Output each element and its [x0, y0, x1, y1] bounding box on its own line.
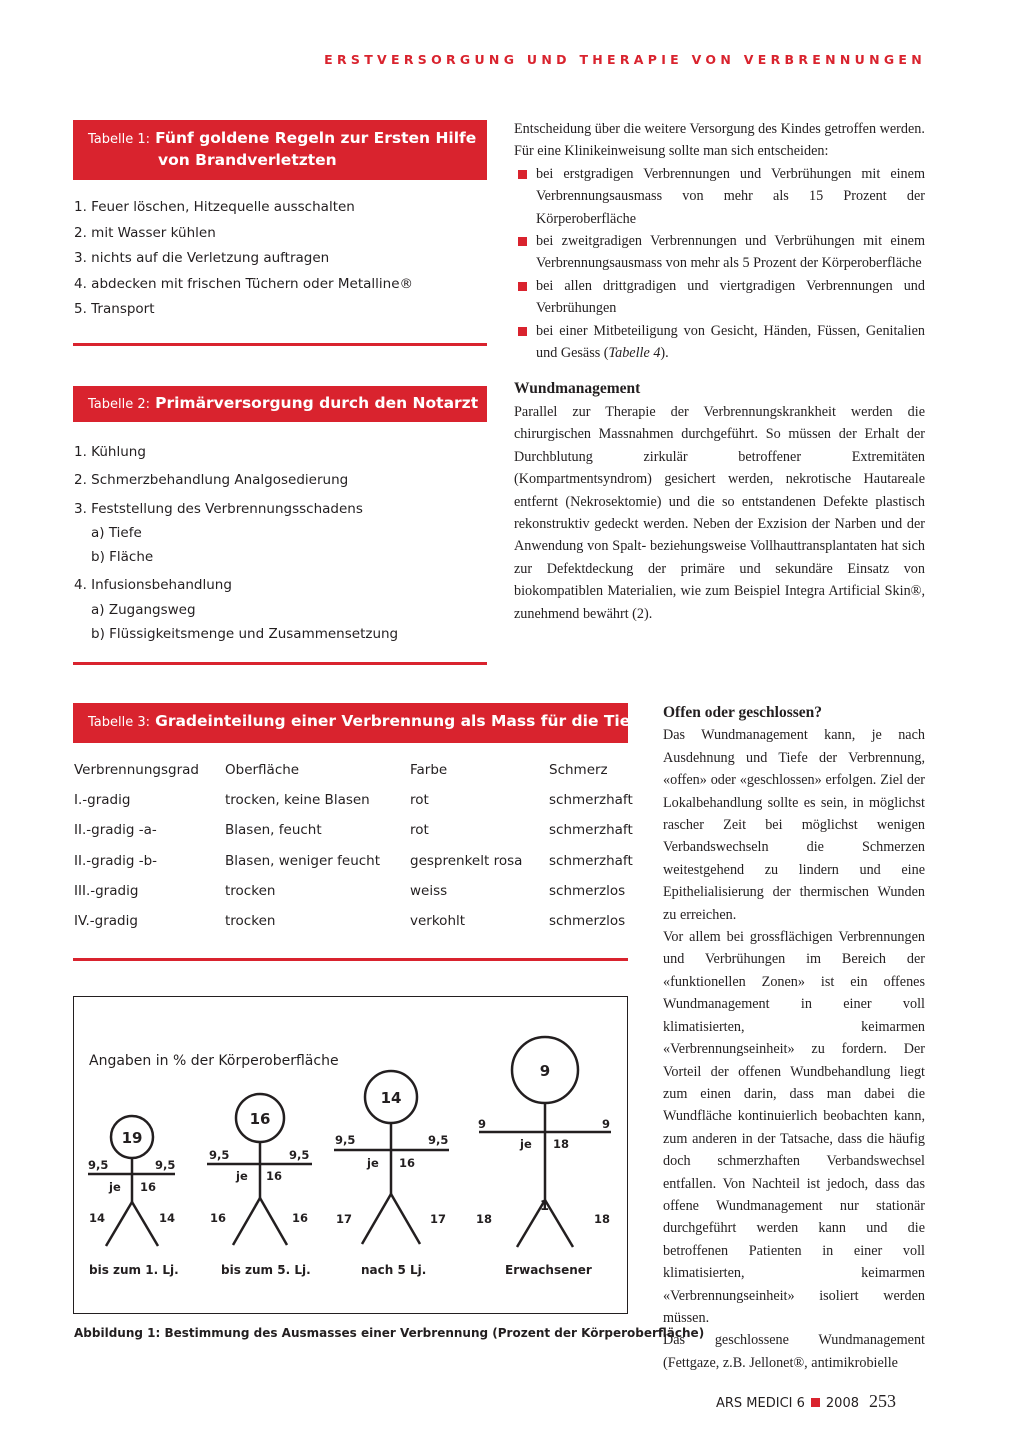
table-cell: verkohlt [410, 913, 466, 929]
fig3-arm-left: 9,5 [335, 1133, 356, 1147]
fig4-leg-left: 18 [476, 1212, 493, 1226]
table-cell: schmerzhaft [549, 792, 633, 808]
table2-prefix: Tabelle 2: [88, 397, 151, 412]
table1-prefix: Tabelle 1: [88, 132, 151, 147]
body-surface-diagram [74, 997, 627, 1313]
fig3-leg-right: 17 [430, 1212, 447, 1226]
fig2-trunk: 16 [266, 1169, 283, 1183]
table1-title-line2: von Brandverletzten [158, 151, 337, 169]
fig2-arm-left: 9,5 [209, 1148, 230, 1162]
table3-col-header: Verbrennungsgrad [74, 762, 199, 778]
table-cell: weiss [410, 883, 448, 899]
section-heading-wundmanagement: Wundmanagement [514, 380, 641, 398]
fig3-leg-left: 17 [336, 1212, 353, 1226]
running-head: ERSTVERSORGUNG UND THERAPIE VON VERBRENNUNGEN [324, 52, 926, 67]
bullet-text: bei allen drittgradigen und viertgradigen Verbrennungen und Verbrühungen [536, 277, 925, 317]
fig4-trunk: 18 [553, 1137, 570, 1151]
table-cell: Blasen, feucht [225, 822, 322, 838]
fig1-je: je [109, 1180, 121, 1194]
fig4-head-value: 9 [539, 1062, 551, 1080]
bullet-item [514, 275, 925, 320]
fig4-je: je [520, 1137, 532, 1151]
fig4-genital: 1 [540, 1199, 550, 1214]
bullet-item [514, 230, 925, 275]
table-cell: II.-gradig -b- [74, 853, 158, 869]
footer-square-icon [811, 1398, 820, 1407]
table-reference: Tabelle 4 [608, 345, 661, 362]
table2-header [73, 386, 487, 422]
fig2-je: je [236, 1169, 248, 1183]
table3-col-header: Schmerz [549, 762, 608, 778]
paragraph: Parallel zur Therapie der Verbrennungskrankheit werden die chirurgischen Massnahmen durchgeführt. So müssen der Erhalt der Durchblutung zirkulär betroffener Extremitäten (Kompartmentsyndrom) gesichert werden, nekrotische Hautareale entfernt (Nekrosektomie) und die so entstandenen Defekte plastisch rekonstruktiv gedeckt werden. Neben der Exzision der Narben und der Anwendung von Spalt- beziehungsweise Vollhauttransplantaten hat sich zur Defektdeckung der primäre und sekundäre Einsatz von biokompatiblen Materialien, wie zum Beispiel Integra Artificial Skin®, zunehmend bewährt (2). [514, 403, 925, 622]
fig2-head-value: 16 [249, 1110, 271, 1128]
table-cell: III.-gradig [74, 883, 139, 899]
fig2-arm-right: 9,5 [289, 1148, 310, 1162]
paragraph: Für eine Klinikeinweisung sollte man sich entscheiden: [514, 143, 829, 160]
fig1-label: bis zum 1. Lj. [89, 1263, 179, 1277]
table1-title-line1: Fünf goldene Regeln zur Ersten Hilfe [155, 129, 477, 147]
page-footer [716, 1391, 896, 1412]
bullet-text-end: ). [660, 345, 669, 362]
fig3-label: nach 5 Lj. [361, 1263, 427, 1277]
table2-item: 2. Schmerzbehandlung Analgosedierung [74, 472, 349, 489]
table1-item: 4. abdecken mit frischen Tüchern oder Metalline® [74, 275, 414, 292]
fig3-trunk: 16 [399, 1156, 416, 1170]
bullet-square-icon [518, 282, 527, 291]
paragraph: Entscheidung über die weitere Versorgung des Kindes getroffen werden. [514, 121, 925, 137]
table-cell: rot [410, 822, 429, 838]
table-cell: trocken, keine Blasen [225, 792, 370, 808]
table2-item: 4. Infusionsbehandlung [74, 577, 232, 594]
bullet-text: bei zweitgradigen Verbrennungen und Verbrühungen mit einem Verbrennungsausmass von mehr als 5 Prozent der Körperoberfläche [536, 233, 925, 272]
table2-list [74, 440, 398, 646]
table-row [74, 883, 629, 907]
fig4-arm-left: 9 [478, 1117, 487, 1131]
figure-1 [73, 996, 628, 1314]
fig1-head-value: 19 [121, 1129, 143, 1147]
fig3-arm-right: 9,5 [428, 1133, 449, 1147]
table-cell: gesprenkelt rosa [410, 853, 523, 869]
table1-list [74, 195, 413, 323]
table-cell: rot [410, 792, 429, 808]
table-cell: trocken [225, 913, 276, 929]
table1-item: 2. mit Wasser kühlen [74, 224, 216, 241]
fig3-je: je [367, 1156, 379, 1170]
table1-header [73, 120, 487, 180]
journal-year: 2008 [825, 1396, 859, 1411]
table-cell: Blasen, weniger feucht [225, 853, 381, 869]
paragraph: Das geschlossene Wundmanagement (Fettgaze, z.B. Jellonet®, antimikrobielle [663, 1332, 925, 1371]
table3-header-row [74, 762, 629, 786]
page-number: 253 [869, 1391, 896, 1411]
table2-subitem: a) Tiefe [91, 524, 142, 541]
fig1-leg-right: 14 [159, 1211, 176, 1225]
table2-subitem: a) Zugangsweg [91, 601, 196, 618]
table3-rule [73, 958, 628, 961]
table2-item: 3. Feststellung des Verbrennungsschadens [74, 500, 363, 517]
table-row [74, 853, 633, 877]
table3-col-header: Farbe [410, 762, 448, 778]
bullet-square-icon [518, 237, 527, 246]
bullet-square-icon [518, 327, 527, 336]
table2-subitem: b) Flüssigkeitsmenge und Zusammensetzung [91, 626, 399, 643]
table-cell: IV.-gradig [74, 913, 138, 929]
table-row [74, 822, 633, 846]
journal-name: ARS MEDICI 6 [716, 1396, 805, 1411]
table-cell: II.-gradig -a- [74, 822, 157, 838]
table-cell: schmerzlos [549, 883, 626, 899]
table-row [74, 913, 629, 937]
table-row [74, 792, 633, 816]
paragraph: Das Wundmanagement kann, je nach Ausdehnung und Tiefe der Verbrennung, «offen» oder «geschlossen» erfolgen. Ziel der Lokalbehandlung sollte es sein, in möglichst rascher Zeit bei möglichst wenigen Verbandswechseln die Schmerzen weitestgehend zu lindern und eine Epithelialisierung der thermischen Wunden zu erreichen. [663, 727, 925, 923]
paragraph: Vor allem bei grossflächigen Verbrennungen und Verbrühungen im Bereich der «funktionellen Zonen» ist ein offenes Wundmanagement in einer voll klimatisierten, keimarmen «Verbrennungseinheit» zu fordern. Der Vorteil der offenen Wundbehandlung liegt zum einen darin, dass man dabei die Wundfläche kontinuierlich beobachten kann, zum anderen in der Tatsache, dass die häufig doch schmerzhaften Verbandswechsel entfallen. Von Nachteil ist jedoch, dass das offene Wundmanagement nur stationär durchgeführt werden kann und die betroffenen Patienten in einer voll klimatisierten, keimarmen «Verbrennungseinheit» isoliert werden müssen. [663, 929, 925, 1326]
fig1-trunk: 16 [140, 1180, 157, 1194]
fig1-arm-left: 9,5 [88, 1158, 109, 1172]
section-heading-offen: Offen oder geschlossen? [663, 704, 823, 721]
fig4-label: Erwachsener [505, 1263, 592, 1277]
bullet-square-icon [518, 170, 527, 179]
fig4-leg-right: 18 [594, 1212, 611, 1226]
fig2-label: bis zum 5. Lj. [221, 1263, 311, 1277]
fig3-head-value: 14 [380, 1089, 402, 1107]
table2-title: Primärversorgung durch den Notarzt [155, 394, 479, 412]
table3-title: Gradeinteilung einer Verbrennung als Mass für die Tiefe [155, 712, 648, 730]
table3-prefix: Tabelle 3: [88, 715, 151, 730]
table-cell: I.-gradig [74, 792, 131, 808]
table-cell: trocken [225, 883, 276, 899]
table1-rule [73, 343, 487, 346]
table-cell: schmerzhaft [549, 853, 633, 869]
table1-item: 5. Transport [74, 301, 155, 317]
fig2-leg-right: 16 [292, 1211, 309, 1225]
table-cell: schmerzhaft [549, 822, 633, 838]
table2-rule [73, 662, 487, 665]
figure-caption: Abbildung 1: Bestimmung des Ausmasses einer Verbrennung (Prozent der Körperoberfläche) [74, 1326, 705, 1340]
table3-col-header: Oberfläche [225, 762, 300, 778]
bullet-text: bei einer Mitbeteiligung von Gesicht, Händen, Füssen, Genitalien und Gesäss ( [536, 322, 925, 362]
table3-header [73, 703, 648, 743]
narrow-column [663, 702, 925, 1374]
table1-item: 1. Feuer löschen, Hitzequelle ausschalten [74, 199, 355, 215]
fig4-arm-right: 9 [602, 1117, 611, 1131]
table2-item: 1. Kühlung [74, 444, 146, 460]
figure-heading: Angaben in % der Körperoberfläche [89, 1053, 339, 1069]
bullet-item [514, 163, 925, 230]
bullet-item [514, 320, 925, 365]
bullet-text: bei erstgradigen Verbrennungen und Verbrühungen mit einem Verbrennungsausmass von mehr als 15 Prozent der Körperoberfläche [536, 165, 925, 227]
fig2-leg-left: 16 [210, 1211, 227, 1225]
table2-subitem: b) Fläche [91, 549, 154, 566]
table-cell: schmerzlos [549, 913, 626, 929]
right-column [514, 118, 925, 625]
fig1-leg-left: 14 [89, 1211, 106, 1225]
fig1-arm-right: 9,5 [155, 1158, 176, 1172]
table1-item: 3. nichts auf die Verletzung auftragen [74, 250, 330, 266]
